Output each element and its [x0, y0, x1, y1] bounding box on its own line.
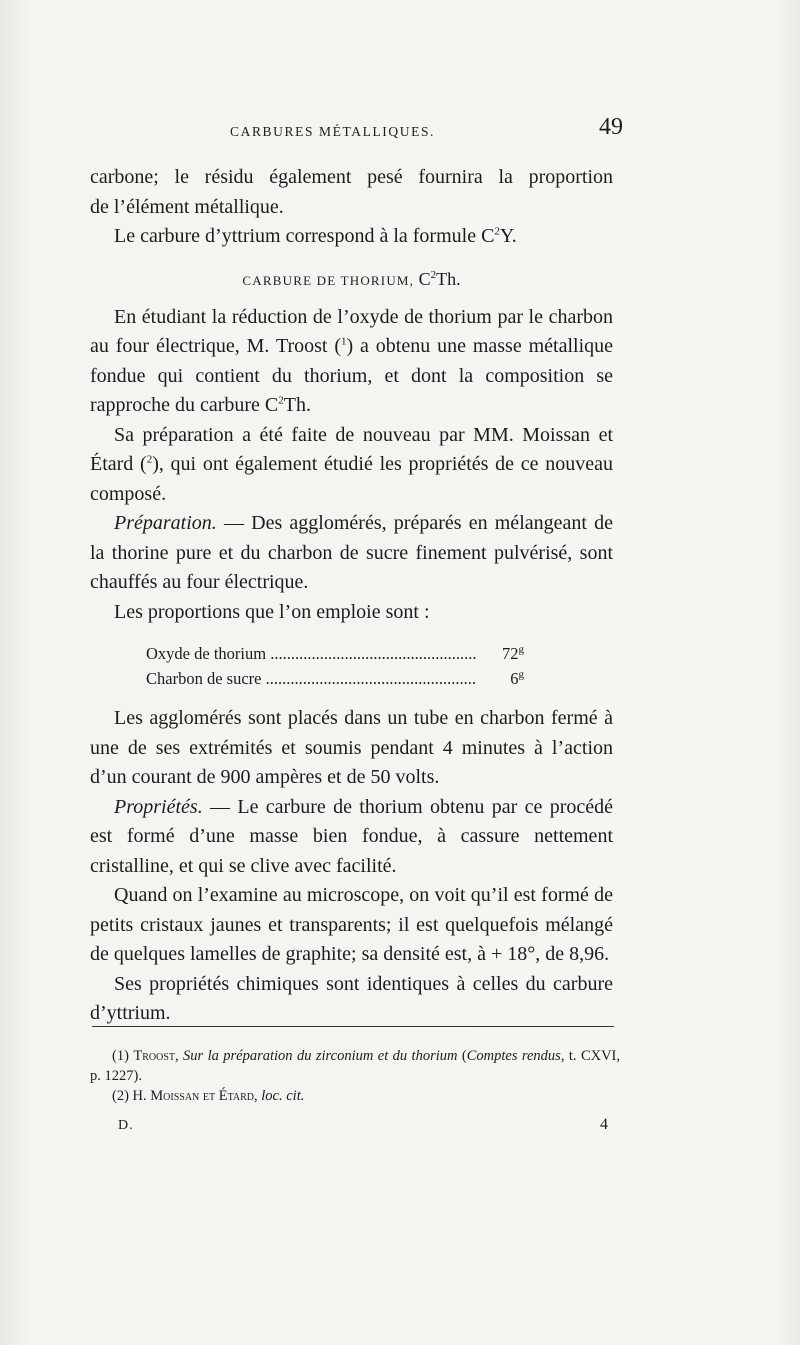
footnote-2: (2) H. Moissan et Étard, loc. cit. [112, 1088, 305, 1104]
footnote-1: (1) Troost, Sur la préparation du zirconium et du thorium (Comptes rendus, t. CXVI, p. 1227). [90, 1048, 621, 1084]
recipe-item-name: Charbon de sucre ..... [146, 666, 476, 691]
recipe-item-qty: 6$^g$ [510, 668, 524, 688]
proprietes-label: Propriétés. [114, 795, 203, 818]
sheet-number: 4 [600, 1116, 608, 1133]
paragraph-continued: carbone; le résidu également pesé fournira la proportion [90, 166, 613, 188]
footnote-rule [92, 1026, 614, 1027]
paragraph-troost: En étudiant la réduction de l’oxyde de thorium par le charbon au four électrique, M. Troost ($^1$) a obtenu une masse métallique fondue qui contient du thorium, et dont la composition se rapproche du carbure $C^2Th$. [90, 305, 613, 416]
preparation-label: Préparation. [114, 512, 217, 534]
printer-signature: D. [118, 1118, 134, 1133]
paragraph-preparation: Préparation. — Des agglomérés, préparés en mélangeant de la thorine pure et du charbon de sucre finement pulvérisé, sont chauffés au four électrique. [90, 512, 613, 593]
body-text [90, 163, 613, 1029]
running-head: CARBURES MÉTALLIQUES. [230, 124, 436, 139]
paragraph-agglomeres: Les agglomérés sont placés dans un tube en charbon fermé à une de ses extrémités et soumis pendant 4 minutes à l’action d’un courant de 900 ampères et de 50 volts. [90, 707, 613, 788]
paragraph-yttrium-formula: Le carbure d’yttrium correspond à la formule $C^2Y$. [114, 225, 517, 247]
section-formula: $C^2Th$. [418, 268, 461, 289]
recipe-row [146, 641, 524, 666]
recipe-item-name: Oxyde de thorium ..... [146, 641, 476, 666]
footnotes [90, 1046, 620, 1106]
paragraph-continued-end: de l’élément métallique. [90, 195, 284, 218]
paragraph-proportions: Les proportions que l’on emploie sont : [114, 600, 430, 623]
paragraph-chimiques: Ses propriétés chimiques sont identiques à celles du carbure d’yttrium. [90, 972, 613, 1024]
section-title: CARBURE DE THORIUM, $C^2Th$. [242, 268, 461, 289]
paragraph-proprietes: Propriétés. — Le carbure de thorium obtenu par ce procédé est formé d’une masse bien fondue, à cassure nettement cristalline, et qui se clive avec facilité. [90, 795, 613, 877]
paragraph-moissan: Sa préparation a été faite de nouveau par MM. Moissan et Étard ($^2$), qui ont également étudié les propriétés de ce nouveau composé. [90, 423, 613, 505]
recipe-item-qty: 72$^g$ [502, 643, 524, 663]
paragraph-microscope: Quand on l’examine au microscope, on voit qu’il est formé de petits cristaux jaunes et transparents; il est quelquefois mélangé de quelques lamelles de graphite; sa densité est, à + 18°, de 8,96. [90, 884, 613, 965]
recipe-table [146, 641, 613, 691]
recipe-row [146, 666, 524, 691]
page-header [90, 114, 623, 154]
page-number: 49 [599, 114, 623, 140]
